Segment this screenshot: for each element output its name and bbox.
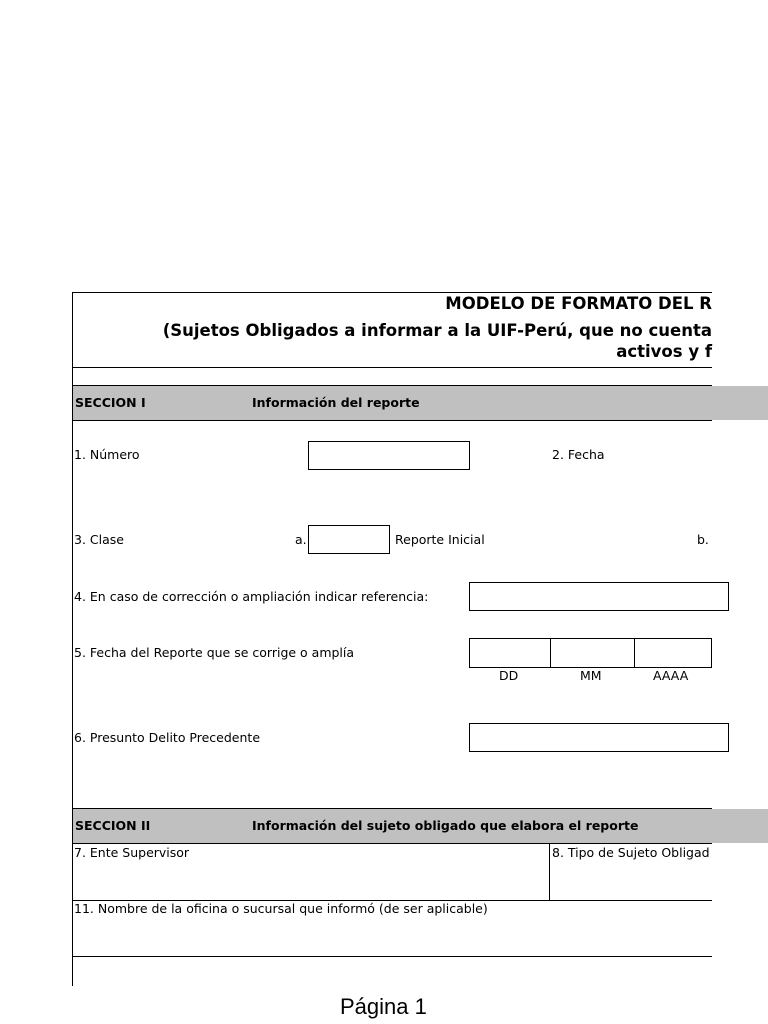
section2-bottom-line <box>72 843 712 844</box>
dd-caption: DD <box>499 668 519 683</box>
referencia-label: 4. En caso de corrección o ampliación indicar referencia: <box>74 589 429 604</box>
section1-header <box>73 386 768 420</box>
section2-header <box>73 809 768 843</box>
fecha-mm-input[interactable] <box>550 638 635 668</box>
section1-bottom-line <box>72 420 712 421</box>
aaaa-caption: AAAA <box>653 668 689 683</box>
form-title: MODELO DE FORMATO DEL R <box>445 294 712 313</box>
form-top-border <box>72 292 712 293</box>
clase-a-marker: a. <box>295 532 307 547</box>
numero-label: 1. Número <box>74 447 140 462</box>
ente-supervisor-label: 7. Ente Supervisor <box>74 845 190 860</box>
fecha-dd-input[interactable] <box>469 638 551 668</box>
page-number: Página 1 <box>340 994 427 1019</box>
section2-title: Información del sujeto obligado que elabora el reporte <box>252 818 639 833</box>
clase-label: 3. Clase <box>74 532 124 547</box>
clase-b-marker: b. <box>697 532 709 547</box>
tipo-sujeto-label: 8. Tipo de Sujeto Obligad <box>552 845 710 860</box>
section1-title: Información del reporte <box>252 395 420 410</box>
numero-input[interactable] <box>308 441 470 470</box>
mm-caption: MM <box>580 668 602 683</box>
section2-code: SECCION II <box>75 818 151 833</box>
delito-input[interactable] <box>469 723 729 752</box>
oficina-label: 11. Nombre de la oficina o sucursal que informó (de ser aplicable) <box>74 901 488 916</box>
form-subtitle: (Sujetos Obligados a informar a la UIF-Perú, que no cuenta <box>162 321 712 340</box>
referencia-input[interactable] <box>469 582 729 611</box>
title-divider <box>72 367 712 368</box>
fecha-label: 2. Fecha <box>552 447 605 462</box>
delito-label: 6. Presunto Delito Precedente <box>74 730 261 745</box>
row7-divider <box>549 843 550 900</box>
row11-bottom-line <box>72 956 712 957</box>
fecha-reporte-label: 5. Fecha del Reporte que se corrige o amplía <box>74 645 355 660</box>
fecha-aaaa-input[interactable] <box>634 638 712 668</box>
reporte-inicial-checkbox[interactable] <box>308 525 390 554</box>
form-subtitle-cont: activos y f <box>616 342 712 361</box>
reporte-inicial-label: Reporte Inicial <box>395 532 485 547</box>
section1-code: SECCION I <box>75 395 146 410</box>
